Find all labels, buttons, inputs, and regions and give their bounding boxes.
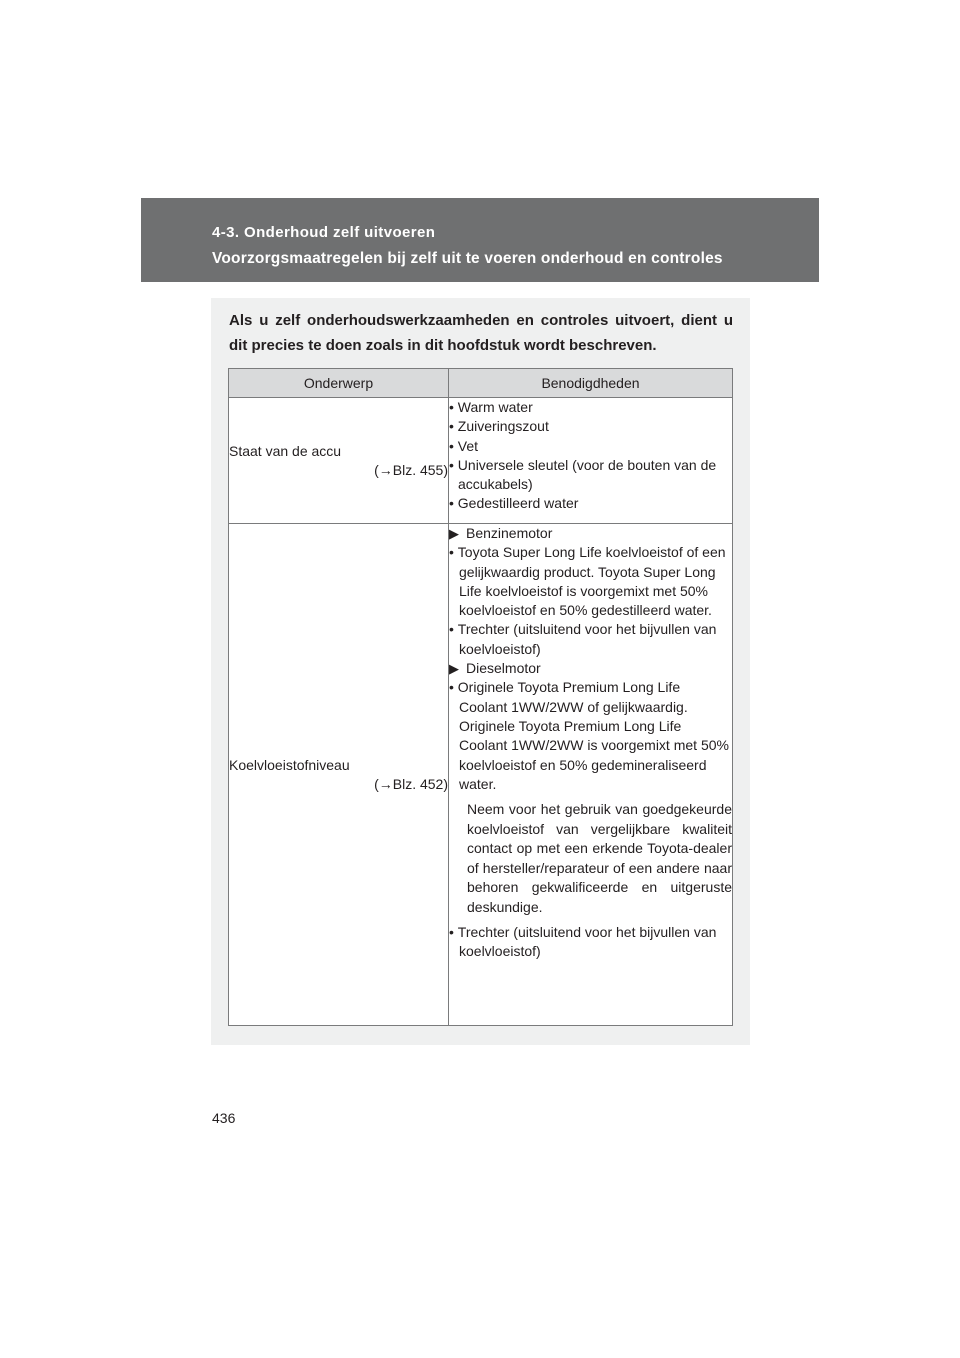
list-item: • Toyota Super Long Life koelvloeistof of een gelijkwaardig product. Toyota Super Long Life koelvloeistof is voorgemixt met 50% koelvloeistof en 50% gedestilleerd water. bbox=[449, 543, 732, 620]
list-item: • Universele sleutel (voor de bouten van de accukabels) bbox=[449, 456, 732, 495]
dealer-note: Neem voor het gebruik van goedgekeurde koelvloeistof van vergelijkbare kwaliteit contact op met een erkende Toyota-dealer of hersteller/reparateur of een andere naar behoren gekwalificeerde en uitgeruste deskundige. bbox=[467, 801, 732, 915]
engine-label: Dieselmotor bbox=[466, 660, 541, 677]
needs-list bbox=[449, 398, 732, 514]
list-item: • Vet bbox=[449, 437, 732, 456]
requirements-table bbox=[228, 368, 733, 1026]
engine-label: Benzinemotor bbox=[466, 525, 553, 541]
page-title: Voorzorgsmaatregelen bij zelf uit te voeren onderhoud en controles bbox=[212, 250, 723, 267]
list-item: • Zuiveringszout bbox=[449, 417, 732, 436]
diesel-extra-list bbox=[449, 923, 732, 962]
triangle-right-icon: ▶ bbox=[449, 661, 459, 677]
topic-cell bbox=[229, 524, 449, 1026]
page-reference: (→Blz. 452) bbox=[374, 775, 448, 792]
table-row bbox=[229, 398, 733, 524]
triangle-right-icon: ▶ bbox=[449, 526, 459, 541]
table-row bbox=[229, 524, 733, 1026]
topic-name: Koelvloeistofniveau bbox=[229, 756, 350, 773]
page-number: 436 bbox=[212, 1110, 236, 1126]
petrol-needs-list bbox=[449, 543, 732, 659]
section-label: 4-3. Onderhoud zelf uitvoeren bbox=[212, 224, 436, 241]
diesel-needs-list bbox=[449, 678, 732, 794]
column-header-topic: Onderwerp bbox=[229, 369, 449, 398]
column-header-needs: Benodigdheden bbox=[449, 369, 733, 398]
page-reference: (→Blz. 455) bbox=[374, 461, 448, 478]
topic-name: Staat van de accu bbox=[229, 442, 342, 459]
table-header-row bbox=[229, 369, 733, 398]
list-item: • Originele Toyota Premium Long Life Coolant 1WW/2WW of gelijkwaardig. Originele Toyota Premium Long Life Coolant 1WW/2WW is voorgemixt met 50% koelvloeistof en 50% gedemineraliseerd water. bbox=[449, 678, 732, 794]
engine-variant-diesel bbox=[449, 659, 732, 678]
list-item: • Trechter (uitsluitend voor het bijvullen van koelvloeistof) bbox=[449, 923, 732, 962]
needs-cell bbox=[449, 398, 733, 524]
list-item: • Gedestilleerd water bbox=[449, 494, 732, 513]
list-item: • Warm water bbox=[449, 398, 732, 417]
list-item: • Trechter (uitsluitend voor het bijvullen van koelvloeistof) bbox=[449, 620, 732, 659]
intro-text: Als u zelf onderhoudswerkzaamheden en controles uitvoert, dient u dit precies te doen zoals in dit hoofdstuk wordt beschreven. bbox=[229, 312, 733, 354]
engine-variant-petrol bbox=[449, 524, 732, 543]
needs-cell bbox=[449, 524, 733, 1026]
topic-cell bbox=[229, 398, 449, 524]
